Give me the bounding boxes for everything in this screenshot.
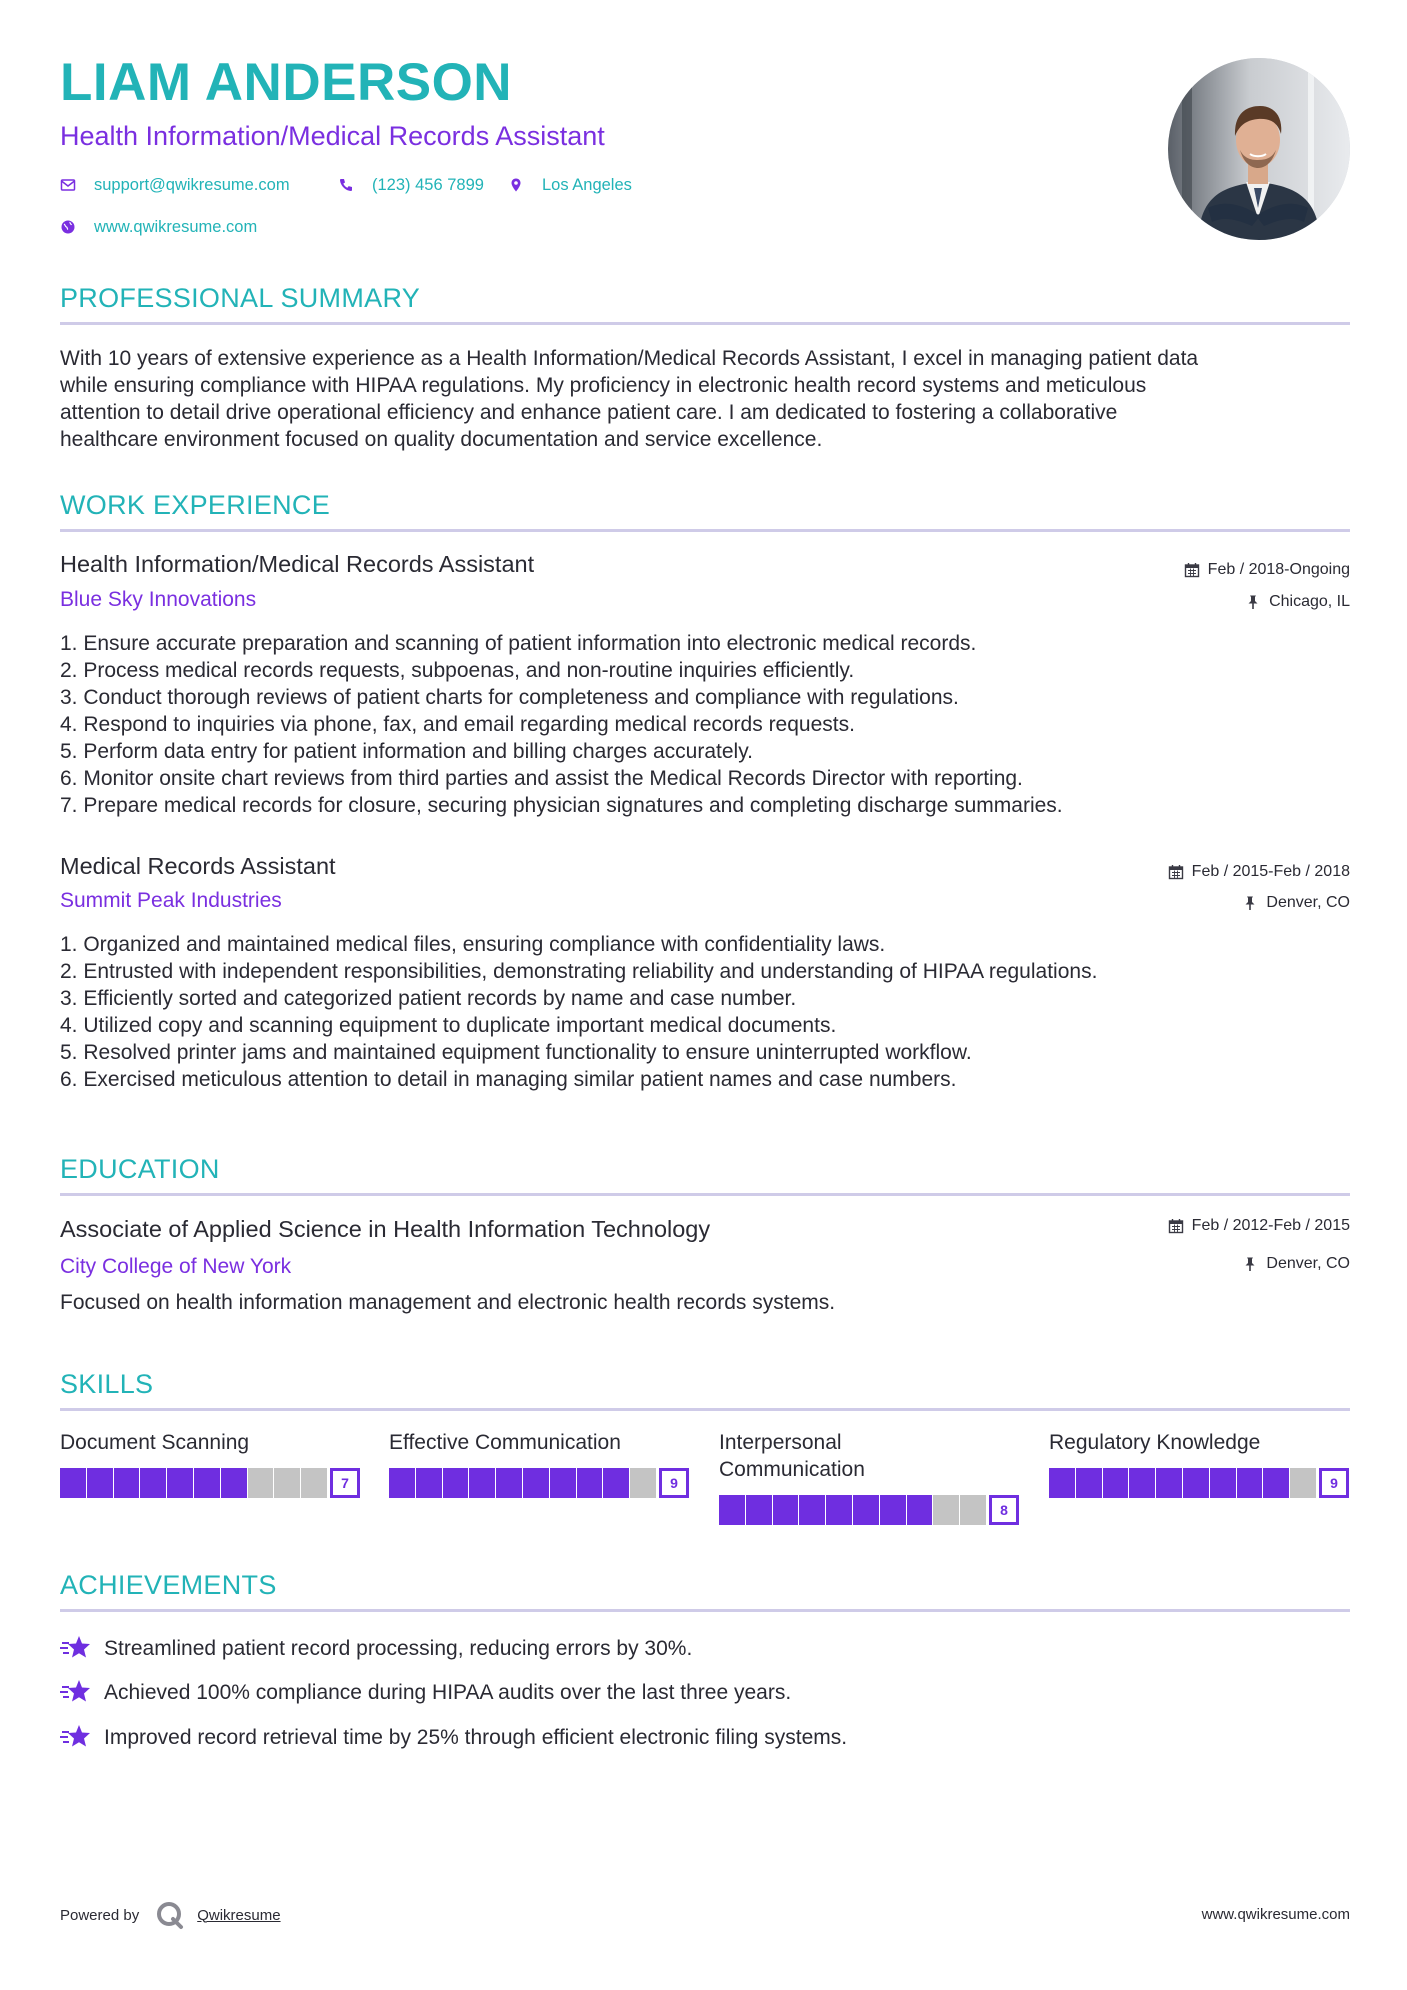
- contact-website[interactable]: [60, 219, 257, 236]
- achievement-text: Achieved 100% compliance during HIPAA audits over the last three years.: [104, 1680, 792, 1704]
- skill-item: [389, 1429, 689, 1491]
- rating-segment-filled: [577, 1468, 603, 1498]
- education-degree: Associate of Applied Science in Health Information Technology: [60, 1216, 711, 1242]
- rating-segment-filled: [389, 1468, 415, 1498]
- rating-segment-filled: [443, 1468, 469, 1498]
- rating-segment-filled: [1049, 1468, 1075, 1498]
- website-text[interactable]: www.qwikresume.com: [94, 218, 258, 236]
- job-dates: [1184, 562, 1350, 578]
- summary-line: while ensuring compliance with HIPAA regulations. My proficiency in electronic health record systems and meticulous: [60, 374, 1147, 397]
- skill-rating-segments: [389, 1468, 657, 1498]
- education-location: [1242, 1256, 1350, 1272]
- pushpin-icon: [1242, 1256, 1258, 1272]
- rating-segment-filled: [114, 1468, 140, 1498]
- achievement-item: [60, 1678, 791, 1706]
- rating-segment-filled: [880, 1495, 906, 1525]
- job-company: Summit Peak Industries: [60, 889, 282, 912]
- achievement-item: [60, 1723, 847, 1751]
- list-item: 3. Conduct thorough reviews of patient charts for completeness and compliance with regulations.: [60, 686, 959, 709]
- phone-text[interactable]: (123) 456 7899: [372, 176, 484, 194]
- skill-item: [60, 1429, 360, 1491]
- qwikresume-logo: [155, 1900, 185, 1930]
- rating-segment-filled: [603, 1468, 629, 1498]
- calendar-icon: [1168, 864, 1184, 880]
- rating-segment-empty: [960, 1495, 986, 1525]
- job-dates-text: Feb / 2018-Ongoing: [1207, 561, 1350, 578]
- rating-segment-empty: [248, 1468, 274, 1498]
- summary-line: With 10 years of extensive experience as a Health Information/Medical Records Assistant, I excel in managing patient data: [60, 347, 1199, 370]
- job-location: [1242, 895, 1350, 911]
- rating-segment-filled: [194, 1468, 220, 1498]
- rating-segment-filled: [1103, 1468, 1129, 1498]
- rating-segment-filled: [60, 1468, 86, 1498]
- skill-name: Document Scanning: [60, 1431, 250, 1454]
- job-location-text: Denver, CO: [1266, 894, 1350, 911]
- rating-segment-filled: [1263, 1468, 1289, 1498]
- contact-email[interactable]: [60, 177, 290, 194]
- summary-paragraph: [60, 345, 1350, 453]
- education-dates-text: Feb / 2012-Feb / 2015: [1191, 1217, 1350, 1234]
- section-divider: [60, 529, 1350, 532]
- skill-rating-bar: [719, 1495, 1019, 1525]
- rating-segment-empty: [630, 1468, 656, 1498]
- pushpin-icon: [1242, 895, 1258, 911]
- qwikresume-link[interactable]: Qwikresume: [197, 1906, 281, 1924]
- skill-name: Regulatory Knowledge: [1049, 1431, 1261, 1454]
- rating-segment-filled: [167, 1468, 193, 1498]
- rating-segment-filled: [1156, 1468, 1182, 1498]
- rating-segment-filled: [853, 1495, 879, 1525]
- education-school: City College of New York: [60, 1255, 292, 1278]
- section-heading-experience: WORK EXPERIENCE: [60, 490, 331, 520]
- skill-name-line-2: Communication: [719, 1458, 865, 1481]
- profile-photo: [1168, 58, 1350, 240]
- skill-name: Effective Communication: [389, 1431, 621, 1454]
- footer-powered-by: [60, 1900, 281, 1930]
- list-item: 4. Utilized copy and scanning equipment to duplicate important medical documents.: [60, 1014, 837, 1037]
- list-item: 5. Resolved printer jams and maintained equipment functionality to ensure uninterrupted workflow.: [60, 1041, 972, 1064]
- skill-rating-segments: [1049, 1468, 1317, 1498]
- star-achievement-icon: [60, 1723, 92, 1751]
- rating-segment-filled: [469, 1468, 495, 1498]
- rating-segment-filled: [1076, 1468, 1102, 1498]
- skill-rating-bar: [60, 1468, 360, 1498]
- powered-by-label: Powered by: [60, 1906, 140, 1924]
- location-text: Los Angeles: [542, 176, 632, 194]
- rating-segment-filled: [140, 1468, 166, 1498]
- list-item: 6. Exercised meticulous attention to detail in managing similar patient names and case numbers.: [60, 1068, 957, 1091]
- section-divider: [60, 1609, 1350, 1612]
- skill-name: Interpersonal: [719, 1431, 842, 1454]
- job-duties-list: [60, 931, 1350, 1093]
- rating-segment-filled: [87, 1468, 113, 1498]
- section-heading-summary: PROFESSIONAL SUMMARY: [60, 283, 421, 313]
- skill-score: 8: [989, 1495, 1019, 1525]
- skill-item: [1049, 1429, 1349, 1491]
- skill-score: 7: [330, 1468, 360, 1498]
- list-item: 2. Process medical records requests, subpoenas, and non-routine inquiries efficiently.: [60, 659, 855, 682]
- map-pin-icon: [508, 177, 524, 193]
- achievement-text: Streamlined patient record processing, reducing errors by 30%.: [104, 1636, 693, 1660]
- rating-segment-filled: [799, 1495, 825, 1525]
- section-heading-education: EDUCATION: [60, 1154, 220, 1184]
- achievement-text: Improved record retrieval time by 25% through efficient electronic filing systems.: [104, 1725, 848, 1749]
- candidate-name: LIAM ANDERSON: [60, 53, 513, 112]
- section-heading-skills: SKILLS: [60, 1369, 154, 1399]
- list-item: 6. Monitor onsite chart reviews from third parties and assist the Medical Records Director with reporting.: [60, 767, 1023, 790]
- skill-item: [719, 1429, 1019, 1518]
- phone-icon: [338, 177, 354, 193]
- list-item: 3. Efficiently sorted and categorized patient records by name and case number.: [60, 987, 797, 1010]
- footer-url[interactable]: www.qwikresume.com: [1201, 1906, 1350, 1923]
- section-divider: [60, 1408, 1350, 1411]
- rating-segment-filled: [221, 1468, 247, 1498]
- rating-segment-filled: [1183, 1468, 1209, 1498]
- education-description: Focused on health information management and electronic health records systems.: [60, 1291, 836, 1314]
- job-company: Blue Sky Innovations: [60, 588, 257, 611]
- calendar-icon: [1168, 1218, 1184, 1234]
- section-divider: [60, 322, 1350, 325]
- list-item: 2. Entrusted with independent responsibilities, demonstrating reliability and understanding of HIPAA regulations.: [60, 960, 1098, 983]
- rating-segment-filled: [719, 1495, 745, 1525]
- list-item: 1. Ensure accurate preparation and scanning of patient information into electronic medical records.: [60, 632, 977, 655]
- rating-segment-empty: [1290, 1468, 1316, 1498]
- education-location-text: Denver, CO: [1266, 1255, 1350, 1272]
- rating-segment-filled: [773, 1495, 799, 1525]
- list-item: 5. Perform data entry for patient information and billing charges accurately.: [60, 740, 753, 763]
- contact-location: [508, 177, 632, 194]
- rating-segment-filled: [1237, 1468, 1263, 1498]
- skill-rating-bar: [389, 1468, 689, 1498]
- rating-segment-filled: [1210, 1468, 1236, 1498]
- job-duties-list: [60, 630, 1350, 819]
- section-heading-achievements: ACHIEVEMENTS: [60, 1570, 277, 1600]
- rating-segment-empty: [274, 1468, 300, 1498]
- list-item: 4. Respond to inquiries via phone, fax, and email regarding medical records requests.: [60, 713, 855, 736]
- skill-rating-segments: [60, 1468, 328, 1498]
- rating-segment-filled: [1129, 1468, 1155, 1498]
- job-location: [1245, 594, 1350, 610]
- rating-segment-filled: [550, 1468, 576, 1498]
- rating-segment-filled: [416, 1468, 442, 1498]
- list-item: 7. Prepare medical records for closure, securing physician signatures and completing discharge summaries.: [60, 794, 1063, 817]
- rating-segment-filled: [496, 1468, 522, 1498]
- skill-score: 9: [1319, 1468, 1349, 1498]
- skill-rating-segments: [719, 1495, 987, 1525]
- skill-rating-bar: [1049, 1468, 1349, 1498]
- job-location-text: Chicago, IL: [1269, 593, 1350, 610]
- star-achievement-icon: [60, 1678, 92, 1706]
- candidate-title: Health Information/Medical Records Assistant: [60, 121, 605, 151]
- rating-segment-empty: [933, 1495, 959, 1525]
- rating-segment-filled: [523, 1468, 549, 1498]
- rating-segment-filled: [826, 1495, 852, 1525]
- section-divider: [60, 1193, 1350, 1196]
- rating-segment-empty: [301, 1468, 327, 1498]
- job-dates-text: Feb / 2015-Feb / 2018: [1191, 863, 1350, 880]
- globe-icon: [60, 219, 76, 235]
- contact-phone[interactable]: [338, 177, 484, 194]
- job-title: Health Information/Medical Records Assistant: [60, 551, 535, 577]
- job-dates: [1168, 864, 1350, 880]
- rating-segment-filled: [746, 1495, 772, 1525]
- envelope-icon: [60, 177, 76, 193]
- job-title: Medical Records Assistant: [60, 853, 336, 879]
- star-achievement-icon: [60, 1634, 92, 1662]
- skill-score: 9: [659, 1468, 689, 1498]
- achievement-item: [60, 1634, 692, 1662]
- education-dates: [1168, 1218, 1350, 1234]
- pushpin-icon: [1245, 594, 1261, 610]
- summary-line: healthcare environment focused on quality documentation and service excellence.: [60, 428, 823, 451]
- summary-line: attention to detail drive operational efficiency and enhance patient care. I am dedicated to fostering a collaborative: [60, 401, 1118, 424]
- calendar-icon: [1184, 562, 1200, 578]
- email-text[interactable]: support@qwikresume.com: [94, 176, 290, 194]
- rating-segment-filled: [907, 1495, 933, 1525]
- list-item: 1. Organized and maintained medical files, ensuring compliance with confidentiality laws.: [60, 933, 886, 956]
